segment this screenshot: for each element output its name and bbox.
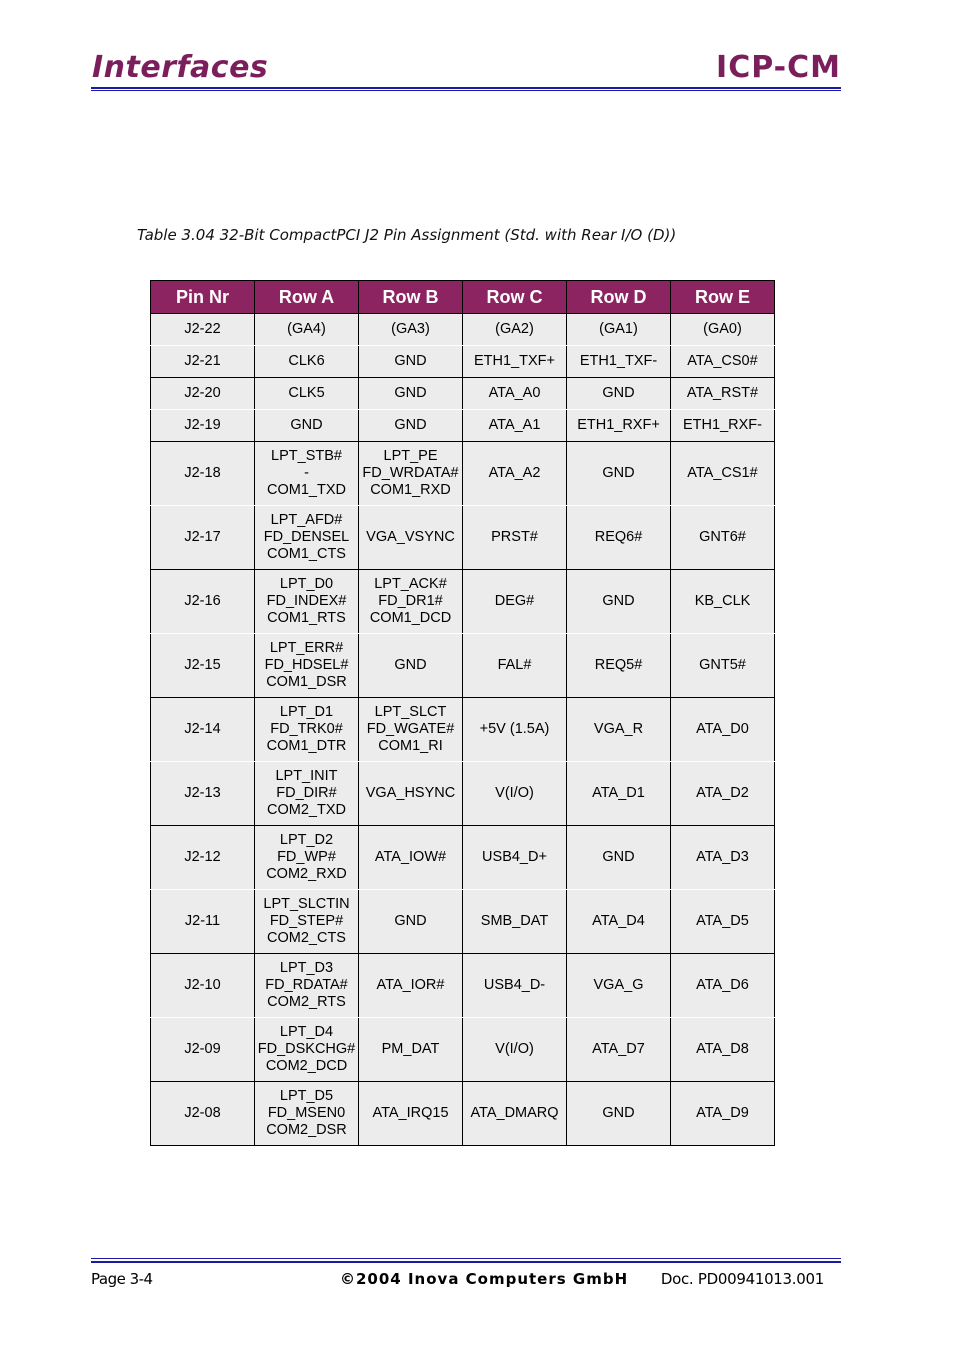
signal-name: LPT_D0 [279, 576, 334, 592]
signal-cell [671, 1018, 775, 1082]
signal-name: ATA_D3 [696, 849, 749, 865]
signal-name: GND [394, 657, 427, 673]
product-name: ICP-CM [716, 50, 841, 85]
signal-cell [255, 1082, 359, 1146]
signal-name: PM_DAT [381, 1041, 440, 1057]
pin-number-cell: J2-18 [151, 442, 255, 506]
table-row [151, 762, 775, 826]
signal-cell [671, 378, 775, 410]
signal-cell [567, 698, 671, 762]
table-row [151, 506, 775, 570]
signal-name: COM1_RI [378, 738, 443, 754]
signal-name: COM2_RTS [267, 994, 346, 1010]
signal-name: VGA_R [593, 721, 644, 737]
signal-name: GND [602, 849, 635, 865]
signal-cell [255, 890, 359, 954]
signal-name: LPT_D1 [279, 704, 334, 720]
signal-name: FD_WP# [277, 849, 336, 865]
signal-name: DEG# [494, 593, 535, 609]
section-title: Interfaces [92, 50, 269, 85]
signal-name: COM2_DCD [265, 1058, 348, 1074]
table-row [151, 954, 775, 1018]
signal-name: ETH1_TXF+ [474, 353, 555, 369]
signal-name: (GA2) [495, 321, 534, 337]
signal-name: USB4_D- [483, 977, 546, 993]
table-row [151, 570, 775, 634]
signal-name: GND [602, 593, 635, 609]
signal-name: ATA_IOW# [374, 849, 447, 865]
pin-number-cell: J2-09 [151, 1018, 255, 1082]
signal-name: ETH1_TXF- [579, 353, 658, 369]
signal-cell [255, 634, 359, 698]
signal-name: COM2_TXD [267, 802, 346, 818]
signal-cell [463, 442, 567, 506]
signal-name: GND [394, 417, 427, 433]
signal-cell [255, 442, 359, 506]
signal-cell [359, 762, 463, 826]
signal-cell [359, 1018, 463, 1082]
signal-name: VGA_VSYNC [366, 529, 455, 545]
signal-name: LPT_ERR# [269, 640, 344, 656]
signal-cell [463, 634, 567, 698]
signal-name: COM1_DTR [266, 738, 347, 754]
table-row [151, 698, 775, 762]
signal-name: COM1_CTS [267, 546, 346, 562]
table-row [151, 442, 775, 506]
signal-name: (GA4) [287, 321, 326, 337]
signal-name: FD_DSKCHG# [257, 1041, 356, 1057]
signal-name: ATA_RST# [686, 385, 759, 401]
signal-name: ATA_CS1# [687, 465, 758, 481]
table-header-row [151, 281, 775, 314]
signal-name: V(I/O) [495, 785, 534, 801]
pin-number-cell: J2-19 [151, 410, 255, 442]
signal-name: REQ5# [594, 657, 643, 673]
signal-name: FD_TRK0# [270, 721, 343, 737]
pin-number-cell: J2-21 [151, 346, 255, 378]
signal-cell [255, 506, 359, 570]
column-header: Pin Nr [151, 281, 255, 314]
signal-cell [671, 506, 775, 570]
signal-name: VGA_HSYNC [365, 785, 456, 801]
signal-name: ATA_D7 [592, 1041, 645, 1057]
pin-number-cell: J2-13 [151, 762, 255, 826]
signal-cell [463, 1082, 567, 1146]
column-header: Row A [255, 281, 359, 314]
signal-name: ATA_IRQ15 [372, 1105, 449, 1121]
copyright: ©2004 Inova Computers GmbH [340, 1270, 629, 1288]
signal-name: FAL# [497, 657, 532, 673]
signal-name: GND [602, 385, 635, 401]
signal-name: ATA_CS0# [687, 353, 758, 369]
signal-name: FD_WGATE# [366, 721, 455, 737]
signal-cell [567, 506, 671, 570]
column-header: Row D [567, 281, 671, 314]
signal-name: LPT_D3 [279, 960, 334, 976]
pin-number-cell: J2-16 [151, 570, 255, 634]
signal-cell [255, 570, 359, 634]
signal-name: LPT_PE [383, 448, 438, 464]
signal-name: ATA_D4 [592, 913, 645, 929]
signal-name: LPT_D4 [279, 1024, 334, 1040]
signal-name: VGA_G [593, 977, 644, 993]
signal-name: GND [394, 353, 427, 369]
signal-cell [567, 634, 671, 698]
signal-name: LPT_AFD# [270, 512, 343, 528]
pin-number-cell: J2-17 [151, 506, 255, 570]
signal-cell [567, 1018, 671, 1082]
signal-name: KB_CLK [694, 593, 751, 609]
signal-name: GND [394, 913, 427, 929]
signal-name: FD_HDSEL# [264, 657, 349, 673]
signal-cell [463, 506, 567, 570]
signal-cell [567, 762, 671, 826]
signal-cell [359, 442, 463, 506]
signal-name: GND [290, 417, 323, 433]
signal-name: COM2_DSR [266, 1122, 347, 1138]
signal-cell [255, 314, 359, 346]
signal-name: ATA_D5 [696, 913, 749, 929]
signal-cell [463, 826, 567, 890]
signal-name: PRST# [491, 529, 538, 545]
signal-name: ATA_DMARQ [470, 1105, 559, 1121]
signal-cell [567, 570, 671, 634]
signal-cell [567, 378, 671, 410]
signal-name: GNT6# [699, 529, 746, 545]
signal-cell [463, 890, 567, 954]
pin-number-cell: J2-15 [151, 634, 255, 698]
signal-name: USB4_D+ [482, 849, 547, 865]
signal-name: FD_INDEX# [266, 593, 347, 609]
signal-name: GND [602, 1105, 635, 1121]
column-header: Row E [671, 281, 775, 314]
signal-name: +5V (1.5A) [479, 721, 550, 737]
signal-cell [671, 1082, 775, 1146]
signal-name: ATA_A2 [488, 465, 541, 481]
signal-name: ATA_D8 [696, 1041, 749, 1057]
signal-name: COM1_TXD [267, 482, 346, 498]
signal-name: ATA_A0 [488, 385, 541, 401]
table-row [151, 314, 775, 346]
pin-number-cell: J2-10 [151, 954, 255, 1018]
signal-cell [567, 410, 671, 442]
signal-name: FD_STEP# [269, 913, 344, 929]
signal-cell [463, 762, 567, 826]
column-header: Row C [463, 281, 567, 314]
signal-name: COM1_DSR [266, 674, 347, 690]
table-body [151, 314, 775, 1146]
signal-cell [567, 442, 671, 506]
signal-cell [671, 762, 775, 826]
signal-name: COM2_RXD [266, 866, 347, 882]
signal-cell [255, 954, 359, 1018]
pin-assignment-table [150, 280, 775, 1146]
signal-name: FD_WRDATA# [362, 465, 459, 481]
signal-cell [359, 410, 463, 442]
column-header: Row B [359, 281, 463, 314]
pin-number-cell: J2-11 [151, 890, 255, 954]
footer-rule-thin [91, 1258, 841, 1259]
pin-number-cell: J2-20 [151, 378, 255, 410]
signal-name: FD_DENSEL [263, 529, 350, 545]
signal-name: GND [394, 385, 427, 401]
signal-name: GND [602, 465, 635, 481]
signal-name: FD_DIR# [276, 785, 337, 801]
signal-cell [671, 634, 775, 698]
signal-cell [671, 954, 775, 1018]
signal-cell [463, 314, 567, 346]
signal-name: ETH1_RXF- [683, 417, 762, 433]
signal-name: LPT_STB# [271, 448, 342, 464]
signal-cell [671, 826, 775, 890]
signal-name: FD_RDATA# [265, 977, 348, 993]
signal-cell [255, 698, 359, 762]
signal-cell [567, 1082, 671, 1146]
signal-cell [463, 346, 567, 378]
signal-name: COM1_DCD [369, 610, 452, 626]
signal-name: GNT5# [699, 657, 746, 673]
table-row [151, 410, 775, 442]
signal-cell [463, 698, 567, 762]
signal-cell [463, 954, 567, 1018]
signal-name: COM2_CTS [267, 930, 346, 946]
signal-name: ATA_D6 [696, 977, 749, 993]
signal-name: ATA_IOR# [376, 977, 445, 993]
signal-name: CLK6 [288, 353, 325, 369]
signal-cell [255, 1018, 359, 1082]
signal-cell [255, 378, 359, 410]
signal-cell [567, 890, 671, 954]
page-number: Page 3-4 [91, 1270, 153, 1288]
pin-number-cell: J2-22 [151, 314, 255, 346]
table-row [151, 890, 775, 954]
signal-cell [359, 826, 463, 890]
signal-name: COM1_RXD [370, 482, 451, 498]
signal-name: FD_DR1# [378, 593, 443, 609]
signal-name: LPT_SLCT [374, 704, 447, 720]
signal-name: - [304, 465, 309, 481]
pin-number-cell: J2-08 [151, 1082, 255, 1146]
signal-cell [463, 410, 567, 442]
signal-name: REQ6# [594, 529, 643, 545]
signal-cell [463, 1018, 567, 1082]
signal-cell [359, 634, 463, 698]
signal-cell [671, 698, 775, 762]
signal-cell [567, 346, 671, 378]
signal-cell [359, 954, 463, 1018]
header-rule-thin [91, 90, 841, 91]
signal-cell [359, 570, 463, 634]
signal-name: LPT_INIT [275, 768, 338, 784]
signal-cell [359, 506, 463, 570]
signal-name: SMB_DAT [480, 913, 549, 929]
signal-cell [671, 442, 775, 506]
header-rule [91, 87, 841, 89]
signal-cell [359, 698, 463, 762]
signal-cell [255, 762, 359, 826]
signal-cell [255, 410, 359, 442]
table-caption: Table 3.04 32-Bit CompactPCI J2 Pin Assignment (Std. with Rear I/O (D)) [137, 226, 677, 244]
signal-name: COM1_RTS [267, 610, 346, 626]
signal-cell [567, 314, 671, 346]
signal-name: ATA_D1 [592, 785, 645, 801]
signal-name: CLK5 [288, 385, 325, 401]
table-row [151, 1082, 775, 1146]
signal-cell [359, 1082, 463, 1146]
signal-cell [359, 314, 463, 346]
signal-name: LPT_D2 [279, 832, 334, 848]
signal-name: LPT_SLCTIN [263, 896, 350, 912]
table-row [151, 378, 775, 410]
signal-name: ATA_D9 [696, 1105, 749, 1121]
footer-rule [91, 1261, 841, 1263]
signal-name: (GA0) [703, 321, 742, 337]
table-row [151, 826, 775, 890]
signal-cell [567, 954, 671, 1018]
signal-name: ATA_D0 [696, 721, 749, 737]
signal-cell [567, 826, 671, 890]
table-row [151, 1018, 775, 1082]
signal-name: V(I/O) [495, 1041, 534, 1057]
signal-cell [671, 570, 775, 634]
signal-cell [359, 890, 463, 954]
signal-cell [359, 346, 463, 378]
signal-cell [255, 346, 359, 378]
signal-name: LPT_D5 [279, 1088, 334, 1104]
document-number: Doc. PD00941013.001 [660, 1270, 824, 1288]
signal-name: (GA1) [599, 321, 638, 337]
signal-name: LPT_ACK# [374, 576, 447, 592]
signal-cell [463, 378, 567, 410]
signal-cell [359, 378, 463, 410]
table-row [151, 346, 775, 378]
pin-number-cell: J2-14 [151, 698, 255, 762]
signal-cell [255, 826, 359, 890]
signal-name: ETH1_RXF+ [577, 417, 660, 433]
signal-cell [671, 410, 775, 442]
signal-name: FD_MSEN0 [267, 1105, 346, 1121]
signal-name: ATA_D2 [696, 785, 749, 801]
signal-cell [671, 890, 775, 954]
signal-cell [463, 570, 567, 634]
signal-cell [671, 346, 775, 378]
signal-cell [671, 314, 775, 346]
pin-number-cell: J2-12 [151, 826, 255, 890]
signal-name: ATA_A1 [488, 417, 541, 433]
signal-name: (GA3) [391, 321, 430, 337]
table-row [151, 634, 775, 698]
